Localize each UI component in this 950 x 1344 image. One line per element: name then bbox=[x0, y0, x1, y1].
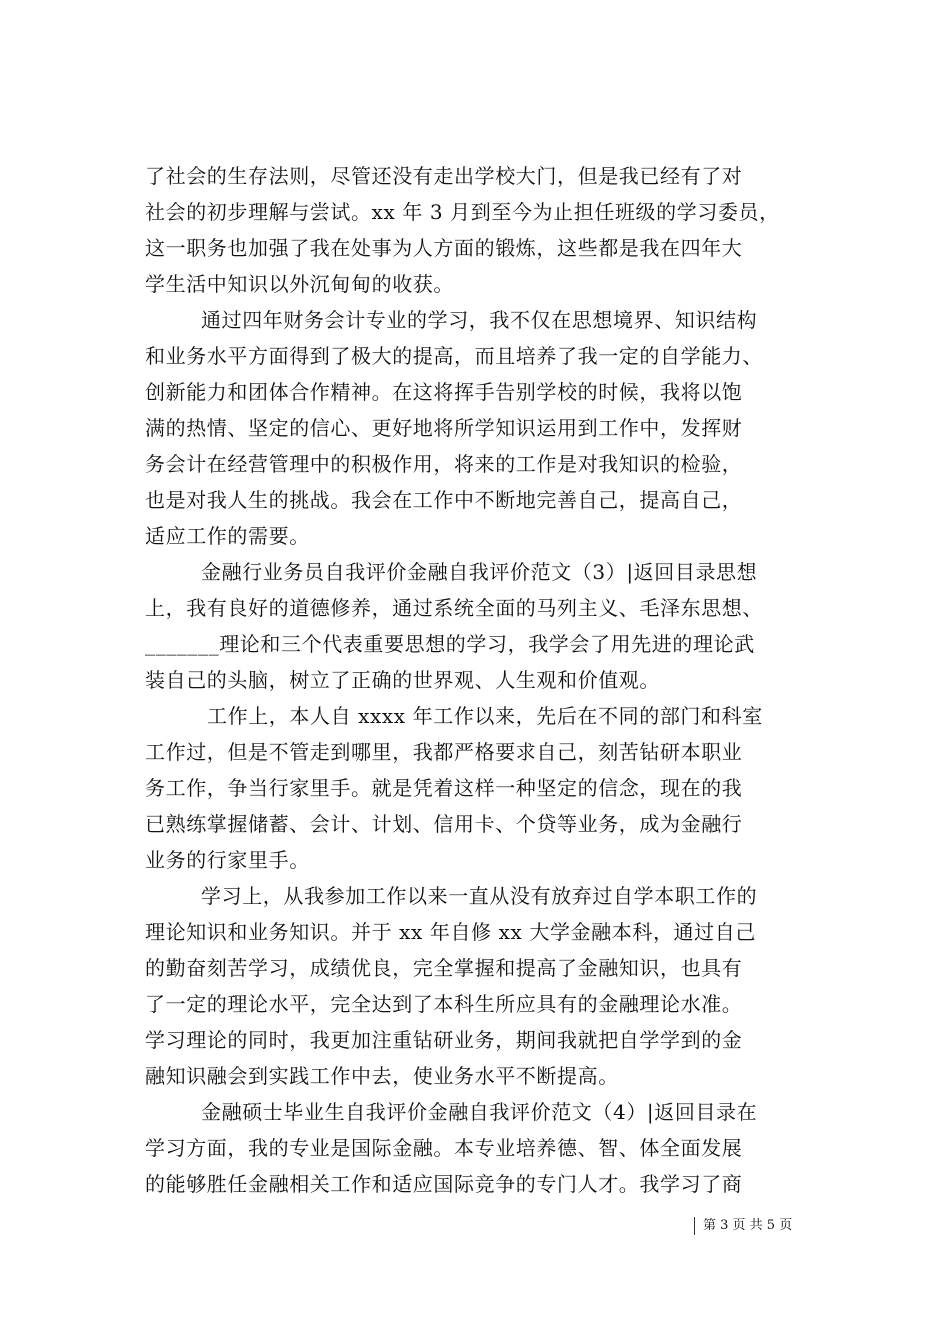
text-line: 了社会的生存法则，尽管还没有走出学校大门，但是我已经有了对 bbox=[145, 164, 743, 188]
text-line: 金融硕士毕业生自我评价金融自我评价范文（4）|返回目录在 bbox=[201, 1100, 758, 1124]
text-line: 融知识融会到实践工作中去，使业务水平不断提高。 bbox=[145, 1064, 619, 1088]
text-line: 这一职务也加强了我在处事为人方面的锻炼，这些都是我在四年大 bbox=[145, 236, 743, 260]
text-line: 工作上，本人自 xxxx 年工作以来，先后在不同的部门和科室 bbox=[207, 704, 763, 728]
text-line: 学习方面，我的专业是国际金融。本专业培养德、智、体全面发展 bbox=[145, 1136, 743, 1160]
body-text bbox=[145, 158, 810, 1202]
text-line: 务工作，争当行家里手。就是凭着这样一种坚定的信念，现在的我 bbox=[145, 776, 743, 800]
text-line: _______理论和三个代表重要思想的学习，我学会了用先进的理论武 bbox=[145, 632, 755, 656]
text-line: 的勤奋刻苦学习，成绩优良，完全掌握和提高了金融知识，也具有 bbox=[145, 956, 743, 980]
footer-divider bbox=[694, 1217, 695, 1235]
text-line: 适应工作的需要。 bbox=[145, 524, 310, 548]
text-line: 和业务水平方面得到了极大的提高，而且培养了我一定的自学能力、 bbox=[145, 344, 763, 368]
text-line: 工作过，但是不管走到哪里，我都严格要求自己，刻苦钻研本职业 bbox=[145, 740, 743, 764]
text-line: 创新能力和团体合作精神。在这将挥手告别学校的时候，我将以饱 bbox=[145, 380, 743, 404]
text-line: 金融行业务员自我评价金融自我评价范文（3）|返回目录思想 bbox=[201, 560, 758, 584]
text-line: 通过四年财务会计专业的学习，我不仅在思想境界、知识结构 bbox=[201, 308, 758, 332]
text-line: 理论知识和业务知识。并于 xx 年自修 xx 大学金融本科，通过自己 bbox=[145, 920, 756, 944]
page-footer bbox=[694, 1216, 792, 1236]
text-line: 了一定的理论水平，完全达到了本科生所应具有的金融理论水准。 bbox=[145, 992, 743, 1016]
text-line: 也是对我人生的挑战。我会在工作中不断地完善自己，提高自己， bbox=[145, 488, 743, 512]
text-line: 满的热情、坚定的信心、更好地将所学知识运用到工作中，发挥财 bbox=[145, 416, 743, 440]
text-line: 务会计在经营管理中的积极作用，将来的工作是对我知识的检验， bbox=[145, 452, 743, 476]
text-line: 的能够胜任金融相关工作和适应国际竞争的专门人才。我学习了商 bbox=[145, 1172, 743, 1196]
text-line: 已熟练掌握储蓄、会计、计划、信用卡、个贷等业务，成为金融行 bbox=[145, 812, 743, 836]
page-number: 第 3 页 共 5 页 bbox=[703, 1218, 793, 1233]
text-line: 装自己的头脑，树立了正确的世界观、人生观和价值观。 bbox=[145, 668, 660, 692]
text-line: 学习上，从我参加工作以来一直从没有放弃过自学本职工作的 bbox=[201, 884, 758, 908]
text-line: 业务的行家里手。 bbox=[145, 848, 310, 872]
text-line: 社会的初步理解与尝试。xx 年 3 月到至今为止担任班级的学习委员， bbox=[145, 200, 780, 224]
text-line: 上，我有良好的道德修养，通过系统全面的马列主义、毛泽东思想、 bbox=[145, 596, 763, 620]
text-line: 学生活中知识以外沉甸甸的收获。 bbox=[145, 272, 454, 296]
text-line: 学习理论的同时，我更加注重钻研业务，期间我就把自学学到的金 bbox=[145, 1028, 743, 1052]
